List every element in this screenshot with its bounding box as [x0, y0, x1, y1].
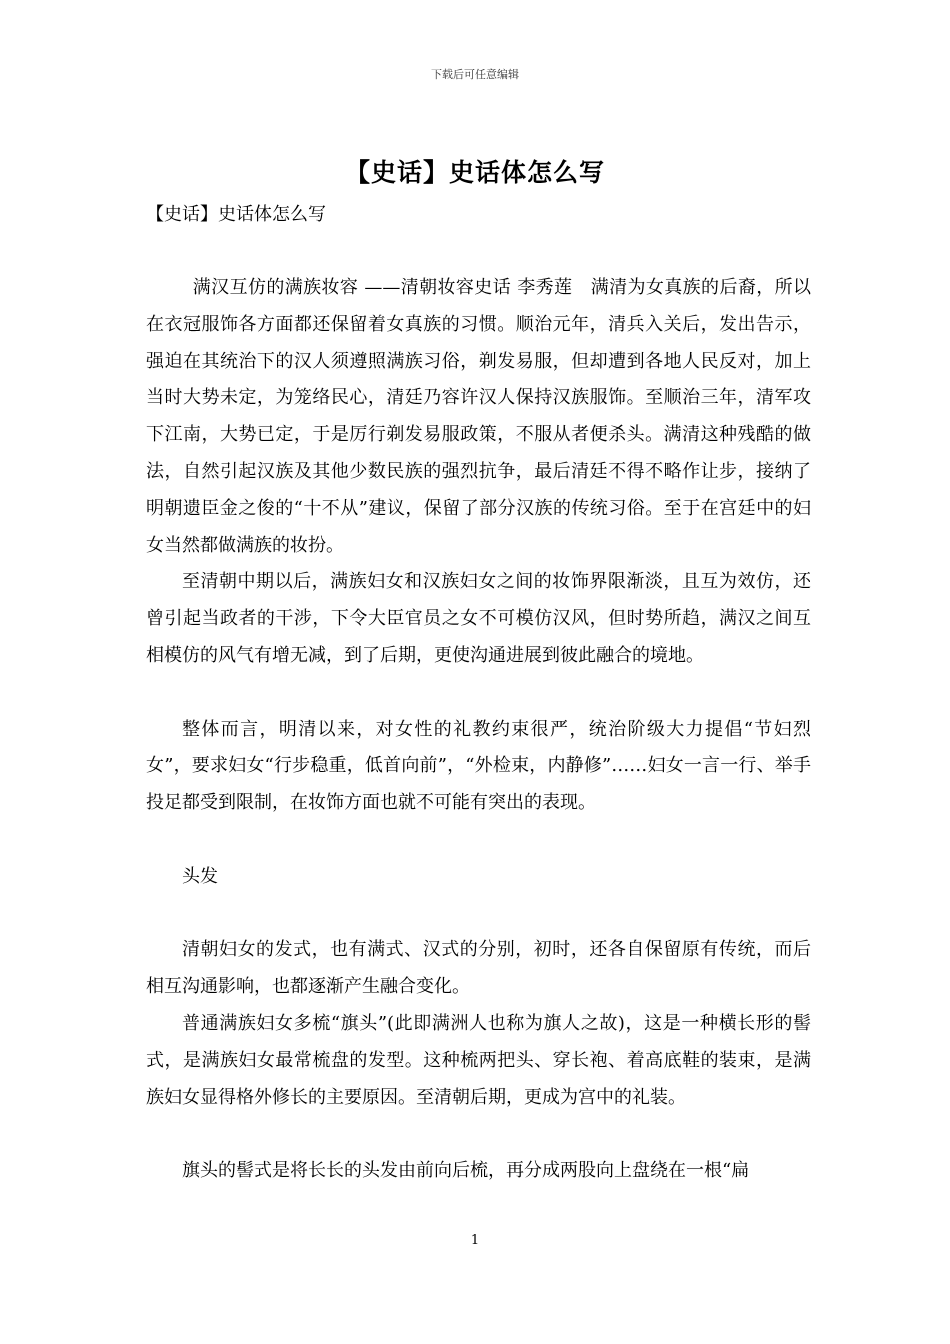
paragraph-gap: [146, 822, 811, 859]
paragraph-hairstyles: 清朝妇女的发式，也有满式、汉式的分别，初时，还各自保留原有传统，而后相互沟通影响，也都逐渐产生融合变化。: [146, 939, 811, 998]
document-subtitle: 【史话】史话体怎么写: [146, 204, 326, 225]
section-heading-hair: 头发: [182, 865, 218, 887]
page-number: 1: [470, 1233, 480, 1248]
paragraph-gap: [146, 896, 811, 933]
paragraph-gap: [146, 675, 811, 712]
paragraph-overall: 整体而言，明清以来，对女性的礼教约束很严，统治阶级大力提倡“节妇烈女”，要求妇女“行步稳重，低首向前”，“外检束，内静修”……妇女一言一行、举手投足都受到限制，在妆饰方面也就不可能有突出的表现。: [146, 718, 811, 814]
document-body: [146, 270, 811, 1190]
page-header-note: 下载后可任意编辑: [431, 68, 519, 81]
paragraph-mid-qing: 至清朝中期以后，满族妇女和汉族妇女之间的妆饰界限渐淡，且互为效仿，还曾引起当政者的干涉，下令大臣官员之女不可模仿汉风，但时势所趋，满汉之间互相模仿的风气有增无减，到了后期，更使沟通进展到彼此融合的境地。: [146, 571, 811, 666]
paragraph-gap: [146, 1116, 811, 1153]
document-title: 【史话】史话体怎么写: [344, 158, 605, 187]
paragraph-intro: 满汉互仿的满族妆容 ——清朝妆容史话 李秀莲 满清为女真族的后裔，所以在衣冠服饰各方面都还保留着女真族的习惯。顺治元年，清兵入关后，发出告示，强迫在其统治下的汉人须遵照满族习俗，剃发易服，但却遭到各地人民反对，加上当时大势未定，为笼络民心，清廷乃容许汉人保持汉族服饰。至顺治三年，清军攻下江南，大势已定，于是厉行剃发易服政策，不服从者便杀头。满清这种残酷的做法，自然引起汉族及其他少数民族的强烈抗争，最后清廷不得不略作让步，接纳了明朝遗臣金之俊的“十不从”建议，保留了部分汉族的传统习俗。至于在宫廷中的妇女当然都做满族的妆扮。: [146, 277, 811, 556]
paragraph-qitou: 普通满族妇女多梳“旗头”(此即满洲人也称为旗人之故)，这是一种横长形的髻式，是满族妇女最常梳盘的发型。这种梳两把头、穿长袍、着高底鞋的装束，是满族妇女显得格外修长的主要原因。至清朝后期，更成为宫中的礼装。: [146, 1012, 811, 1108]
paragraph-qitou-style: 旗头的髻式是将长长的头发由前向后梳，再分成两股向上盘绕在一根“扁: [182, 1160, 750, 1182]
